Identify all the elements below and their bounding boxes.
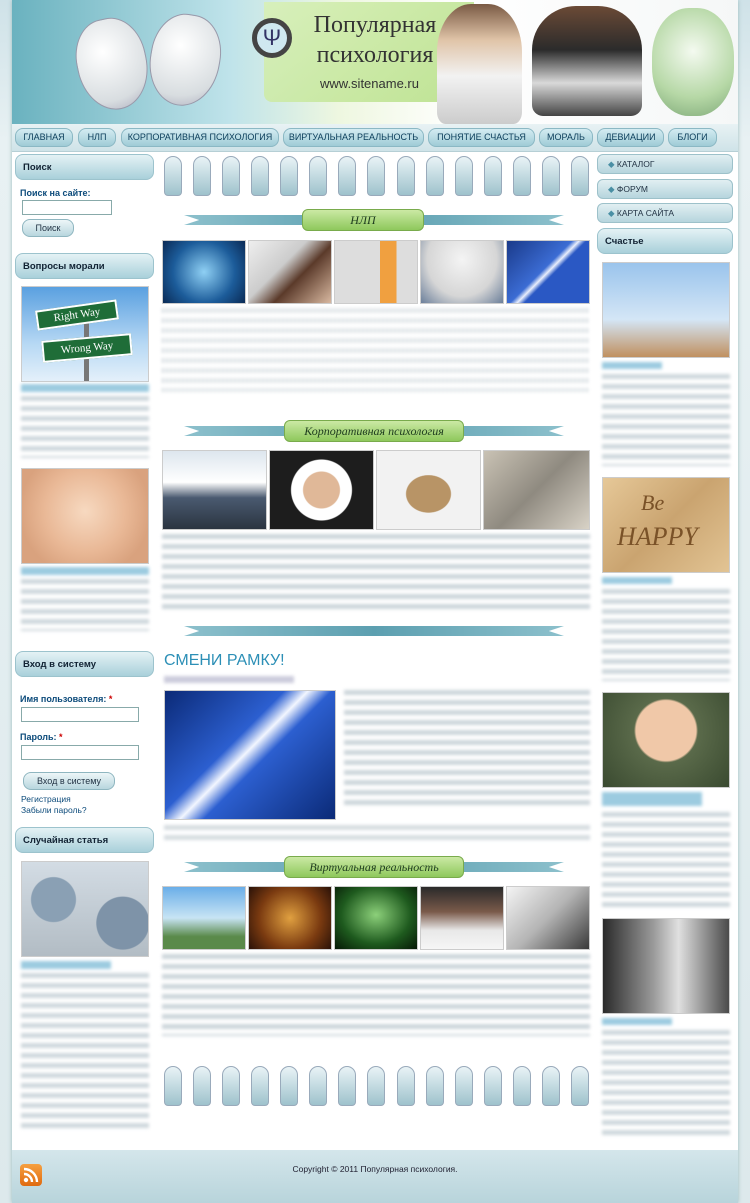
morality-article-text-blurred <box>21 396 149 458</box>
morality-box-title: Вопросы морали <box>15 253 154 279</box>
nlp-article-image-1[interactable] <box>162 240 246 304</box>
happiness-box-title: Счастье <box>597 228 733 254</box>
virtual-article-image-3[interactable] <box>334 886 418 950</box>
be-text: Be <box>641 490 665 515</box>
required-mark: * <box>59 732 63 742</box>
corporate-articles-text-blurred <box>162 534 590 612</box>
mother-child-image[interactable] <box>602 918 730 1014</box>
virtual-article-image-2[interactable] <box>248 886 332 950</box>
virtual-article-image-4[interactable] <box>420 886 504 950</box>
happiness-article-4-title-blurred[interactable] <box>602 1018 672 1025</box>
corporate-article-image-1[interactable] <box>162 450 267 530</box>
virtual-article-image-1[interactable] <box>162 886 246 950</box>
happiness-article-2-text-blurred <box>602 589 730 681</box>
right-way-wrong-way-sign-image[interactable] <box>21 286 149 382</box>
nav-deviations[interactable]: ДЕВИАЦИИ <box>597 128 664 147</box>
site-title[interactable] <box>300 10 450 70</box>
divider-ribbon <box>184 620 564 642</box>
hands-decoration-bottom <box>164 1066 589 1110</box>
baby-article-title-blurred[interactable] <box>21 567 149 575</box>
content-wrapper <box>12 0 738 1203</box>
main-nav <box>12 124 738 152</box>
copyright-text: Copyright © 2011 Популярная психология. <box>292 1164 458 1174</box>
site-header <box>12 0 738 124</box>
right-menu-sitemap[interactable] <box>597 203 733 223</box>
morality-article-title-blurred[interactable] <box>21 384 149 392</box>
password-label-text: Пароль: <box>20 732 57 742</box>
random-article-text-blurred <box>21 973 149 1133</box>
happiness-article-1-text-blurred <box>602 374 730 466</box>
nav-morality[interactable]: МОРАЛЬ <box>539 128 593 147</box>
featured-article-footer-blurred <box>164 825 590 841</box>
search-input[interactable] <box>22 200 112 215</box>
site-url: www.sitename.ru <box>320 76 419 91</box>
theatre-masks-image <box>72 10 242 120</box>
featured-article-meta-blurred <box>164 676 294 683</box>
right-menu-catalog[interactable] <box>597 154 733 174</box>
search-label: Поиск на сайте: <box>20 188 91 198</box>
corporate-article-image-3[interactable] <box>376 450 481 530</box>
search-box-title: Поиск <box>15 154 154 180</box>
laughing-man-image[interactable] <box>602 692 730 788</box>
girl-with-flag-image[interactable] <box>602 262 730 358</box>
happiness-article-1-title-blurred[interactable] <box>602 362 662 369</box>
nav-nlp[interactable]: НЛП <box>78 128 116 147</box>
nav-virtual-reality[interactable]: ВИРТУАЛЬНАЯ РЕАЛЬНОСТЬ <box>283 128 424 147</box>
nlp-articles-text-blurred <box>162 308 590 392</box>
virtual-section-ribbon <box>184 856 564 878</box>
nav-corporate-psychology[interactable]: КОРПОРАТИВНАЯ ПСИХОЛОГИЯ <box>121 128 279 147</box>
diamond-bullet-icon: ◆ <box>608 184 615 194</box>
nlp-article-image-5[interactable] <box>506 240 590 304</box>
psi-logo-icon: Ψ <box>252 18 292 58</box>
diamond-bullet-icon: ◆ <box>608 159 615 169</box>
nav-happiness[interactable]: ПОНЯТИЕ СЧАСТЬЯ <box>428 128 535 147</box>
right-menu-forum[interactable] <box>597 179 733 199</box>
nlp-section-ribbon <box>184 209 564 231</box>
register-link[interactable]: Регистрация <box>21 794 71 804</box>
therapy-session-photo <box>532 6 642 116</box>
site-title-line2: психология <box>316 42 434 68</box>
happiness-article-4-text-blurred <box>602 1030 730 1136</box>
required-mark: * <box>108 694 113 704</box>
surreal-spheres-image[interactable] <box>21 861 149 957</box>
site-title-line1: Популярная <box>313 12 437 38</box>
be-happy-sand-image[interactable] <box>602 477 730 573</box>
hands-decoration-top <box>164 156 589 200</box>
corporate-section-title[interactable]: Корпоративная психология <box>284 420 464 442</box>
right-menu-sitemap-label: КАРТА САЙТА <box>616 208 675 218</box>
corporate-article-image-4[interactable] <box>483 450 590 530</box>
happiness-article-2-title-blurred[interactable] <box>602 577 672 584</box>
random-article-box-title: Случайная статья <box>15 827 154 853</box>
virtual-articles-text-blurred <box>162 954 590 1036</box>
random-article-title-blurred[interactable] <box>21 961 111 969</box>
nlp-section-title[interactable]: НЛП <box>302 209 424 231</box>
username-input[interactable] <box>21 707 139 722</box>
nlp-article-image-4[interactable] <box>420 240 504 304</box>
diamond-bullet-icon: ◆ <box>608 208 615 218</box>
featured-article-puzzle-image[interactable] <box>164 690 336 820</box>
right-menu-forum-label: ФОРУМ <box>616 184 648 194</box>
happiness-article-3-text-blurred <box>602 812 730 908</box>
virtual-article-image-5[interactable] <box>506 886 590 950</box>
nav-home[interactable]: ГЛАВНАЯ <box>15 128 73 147</box>
right-menu-catalog-label: КАТАЛОГ <box>616 159 655 169</box>
virtual-section-title[interactable]: Виртуальная реальность <box>284 856 464 878</box>
woman-photo <box>437 4 522 124</box>
username-label <box>20 694 112 704</box>
happy-text: HAPPY <box>617 522 698 551</box>
sign-right-way: Right Way <box>35 299 119 330</box>
nav-blogs[interactable]: БЛОГИ <box>668 128 717 147</box>
login-button[interactable]: Вход в систему <box>23 772 115 790</box>
nlp-article-image-3[interactable] <box>334 240 418 304</box>
login-box-title: Вход в систему <box>15 651 154 677</box>
password-input[interactable] <box>21 745 139 760</box>
forgot-password-link[interactable]: Забыли пароль? <box>21 805 87 815</box>
corporate-article-image-2[interactable] <box>269 450 374 530</box>
sign-wrong-way: Wrong Way <box>41 333 133 363</box>
featured-article-title[interactable]: СМЕНИ РАМКУ! <box>164 652 285 669</box>
corporate-section-ribbon <box>184 420 564 442</box>
username-label-text: Имя пользователя: <box>20 694 107 704</box>
search-button[interactable]: Поиск <box>22 219 74 237</box>
site-footer <box>12 1150 738 1203</box>
happiness-article-3-title-blurred[interactable] <box>602 792 702 806</box>
featured-article-text-blurred <box>344 690 590 810</box>
baby-photo[interactable] <box>21 468 149 564</box>
baby-article-text-blurred <box>21 579 149 631</box>
nlp-article-image-2[interactable] <box>248 240 332 304</box>
password-label <box>20 732 63 742</box>
brain-image <box>652 8 734 116</box>
